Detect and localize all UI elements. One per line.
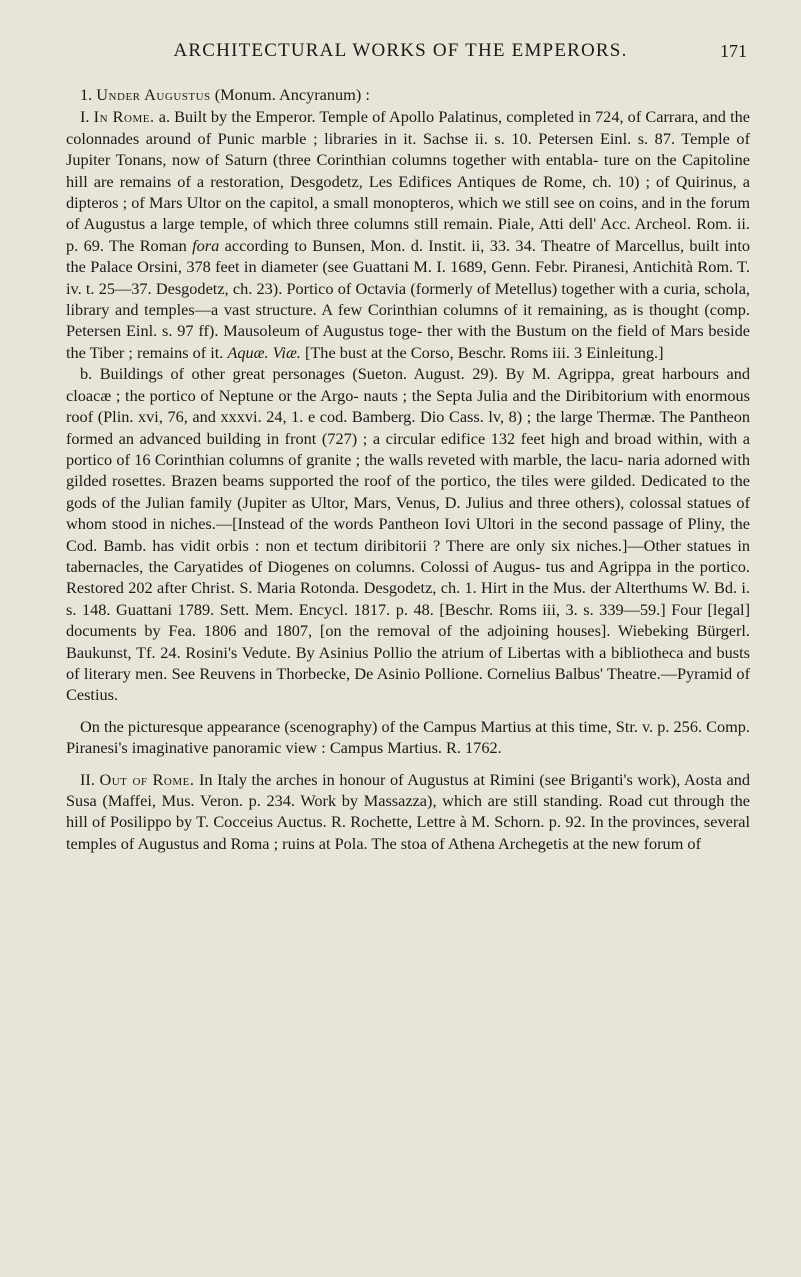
section-label: Under Augustus xyxy=(96,85,211,104)
section-heading-rest: (Monum. Ancyranum) : xyxy=(210,85,370,104)
running-title: ARCHITECTURAL WORKS OF THE EMPERORS. xyxy=(173,40,628,61)
paragraph-out-of-rome xyxy=(66,769,750,855)
paragraph-text: In Italy the arches in honour of Augustus at Rimini (see Briganti's work), Aosta and Susa (Maffei, Mus. Veron. p. 234. Work by Massazza), which are still standing. Road cut through the hill of Posilippo by T. Cocceius Auctus. R. Rochette, Lettre à M. Schorn. p. 92. In the provinces, several temples of Augustus and Roma ; ruins at Pola. The stoa of Athena Archegetis at the new forum of xyxy=(66,769,750,853)
running-head xyxy=(0,40,801,66)
paragraph-other-personages: b. Buildings of other great personages (Sueton. August. 29). By M. Agrippa, great harbours and cloacæ ; the portico of Neptune or the Argo- nauts ; the Septa Julia and the Diribitorium with enormous roof (Plin. xvi, 76, and xxxvi. 24, 1. e cod. Bamberg. Dio Cass. lv, 8) ; the large Thermæ. The Pantheon formed an advanced building in front (727) ; a circular edifice 132 feet high and broad within, with a portico of 16 Corinthian columns of granite ; the walls reveted with marble, the lacu- naria adorned with gilded rosettes. Brazen beams supported the roof of the portico, the tiles were gilded. Dedicated to the gods of the Julian family (Jupiter as Ultor, Mars, Venus, D. Julius and three others), colossal statues of whom stood in niches.—[Instead of the words Pantheon Iovi Ultori in the second passage of Pliny, the Cod. Bamb. has vidit orbis : non et tectum diribitorii ? There are only six niches.]—Other statues in tabernacles, the Caryatides of Diogenes on columns. Colossi of Augus- tus and Agrippa in the portico. Restored 202 after Christ. S. Maria Rotonda. Desgodetz, ch. 1. Hirt in the Mus. der Alterthums W. Bd. i. s. 148. Guattani 1789. Sett. Mem. Encycl. 1817. p. 48. [Beschr. Roms iii, 3. s. 339—59.] Four [legal] documents by Fea. 1806 and 1807, [on the removal of the adjoining houses]. Wiebeking Bürgerl. Baukunst, Tf. 24. Rosini's Vedute. By Asinius Pollio the atrium of Libertas with a bibliotheca and busts of literary men. See Reuvens in Thorbecke, De Asinio Pollione. Cornelius Balbus' Theatre.—Pyramid of Cestius. xyxy=(66,364,750,705)
paragraph-in-rome xyxy=(66,106,750,363)
italic-term: fora xyxy=(192,235,220,255)
part-label-in-rome: In Rome. xyxy=(93,107,155,127)
section-heading xyxy=(66,84,750,105)
paragraph-campus-martius: On the picturesque appearance (scenography) of the Campus Martius at this time, Str. v. p. 256. Comp. Piranesi's imaginative panoramic view : Campus Martius. R. 1762. xyxy=(66,716,750,758)
part-label-out-of-rome: Out of Rome. xyxy=(99,769,195,789)
paragraph-text: according to Bunsen, Mon. d. Instit. ii, 33. 34. Theatre of Marcellus, built into the Palace Orsini, 378 feet in diameter (see Guattani M. I. 1689, Genn. Febr. Piranesi, Antichità Rom. T. iv. t. 25—37. Desgodetz, ch. 23). Portico of Octavia (formerly of Metellus) together with a curia, schola, library and temples—a vast structure. A few Corinthian columns of it remaining, as is thought (comp. Petersen Einl. s. 97 ff). Mausoleum of Augustus toge- ther with the Bustum on the field of Mars beside the Tiber ; remains of it. xyxy=(66,235,750,362)
page-number: 171 xyxy=(720,41,747,61)
paragraph-text: a. Built by the Emperor. Temple of Apollo Palatinus, completed in 724, of Carrara, and the colonnades around of Punic marble ; libraries in it. Sachse ii. s. 10. Petersen Einl. s. 87. Temple of Jupiter Tonans, now of Saturn (three Corinthian columns together with entabla- ture on the Capitoline hill are remains of a restoration, Desgodetz, Les Edifices Antiques de Rome, ch. 10) ; of Quirinus, a dipteros ; of Mars Ultor on the capitol, a small monopteros, which we still see on coins, and in the forum of Augustus a large temple, of which three columns still remain. Piale, Atti dell' Acc. Archeol. Rom. ii. p. 69. The Roman xyxy=(66,107,750,255)
italic-term: Aquæ. Viæ. xyxy=(227,342,301,362)
section-number: 1. xyxy=(80,85,93,104)
part-numeral-i: I. xyxy=(80,107,90,127)
page-body xyxy=(66,84,750,854)
paragraph-text: [The bust at the Corso, Beschr. Roms iii. 3 Einleitung.] xyxy=(300,342,664,362)
part-numeral-ii: II. xyxy=(80,769,95,789)
